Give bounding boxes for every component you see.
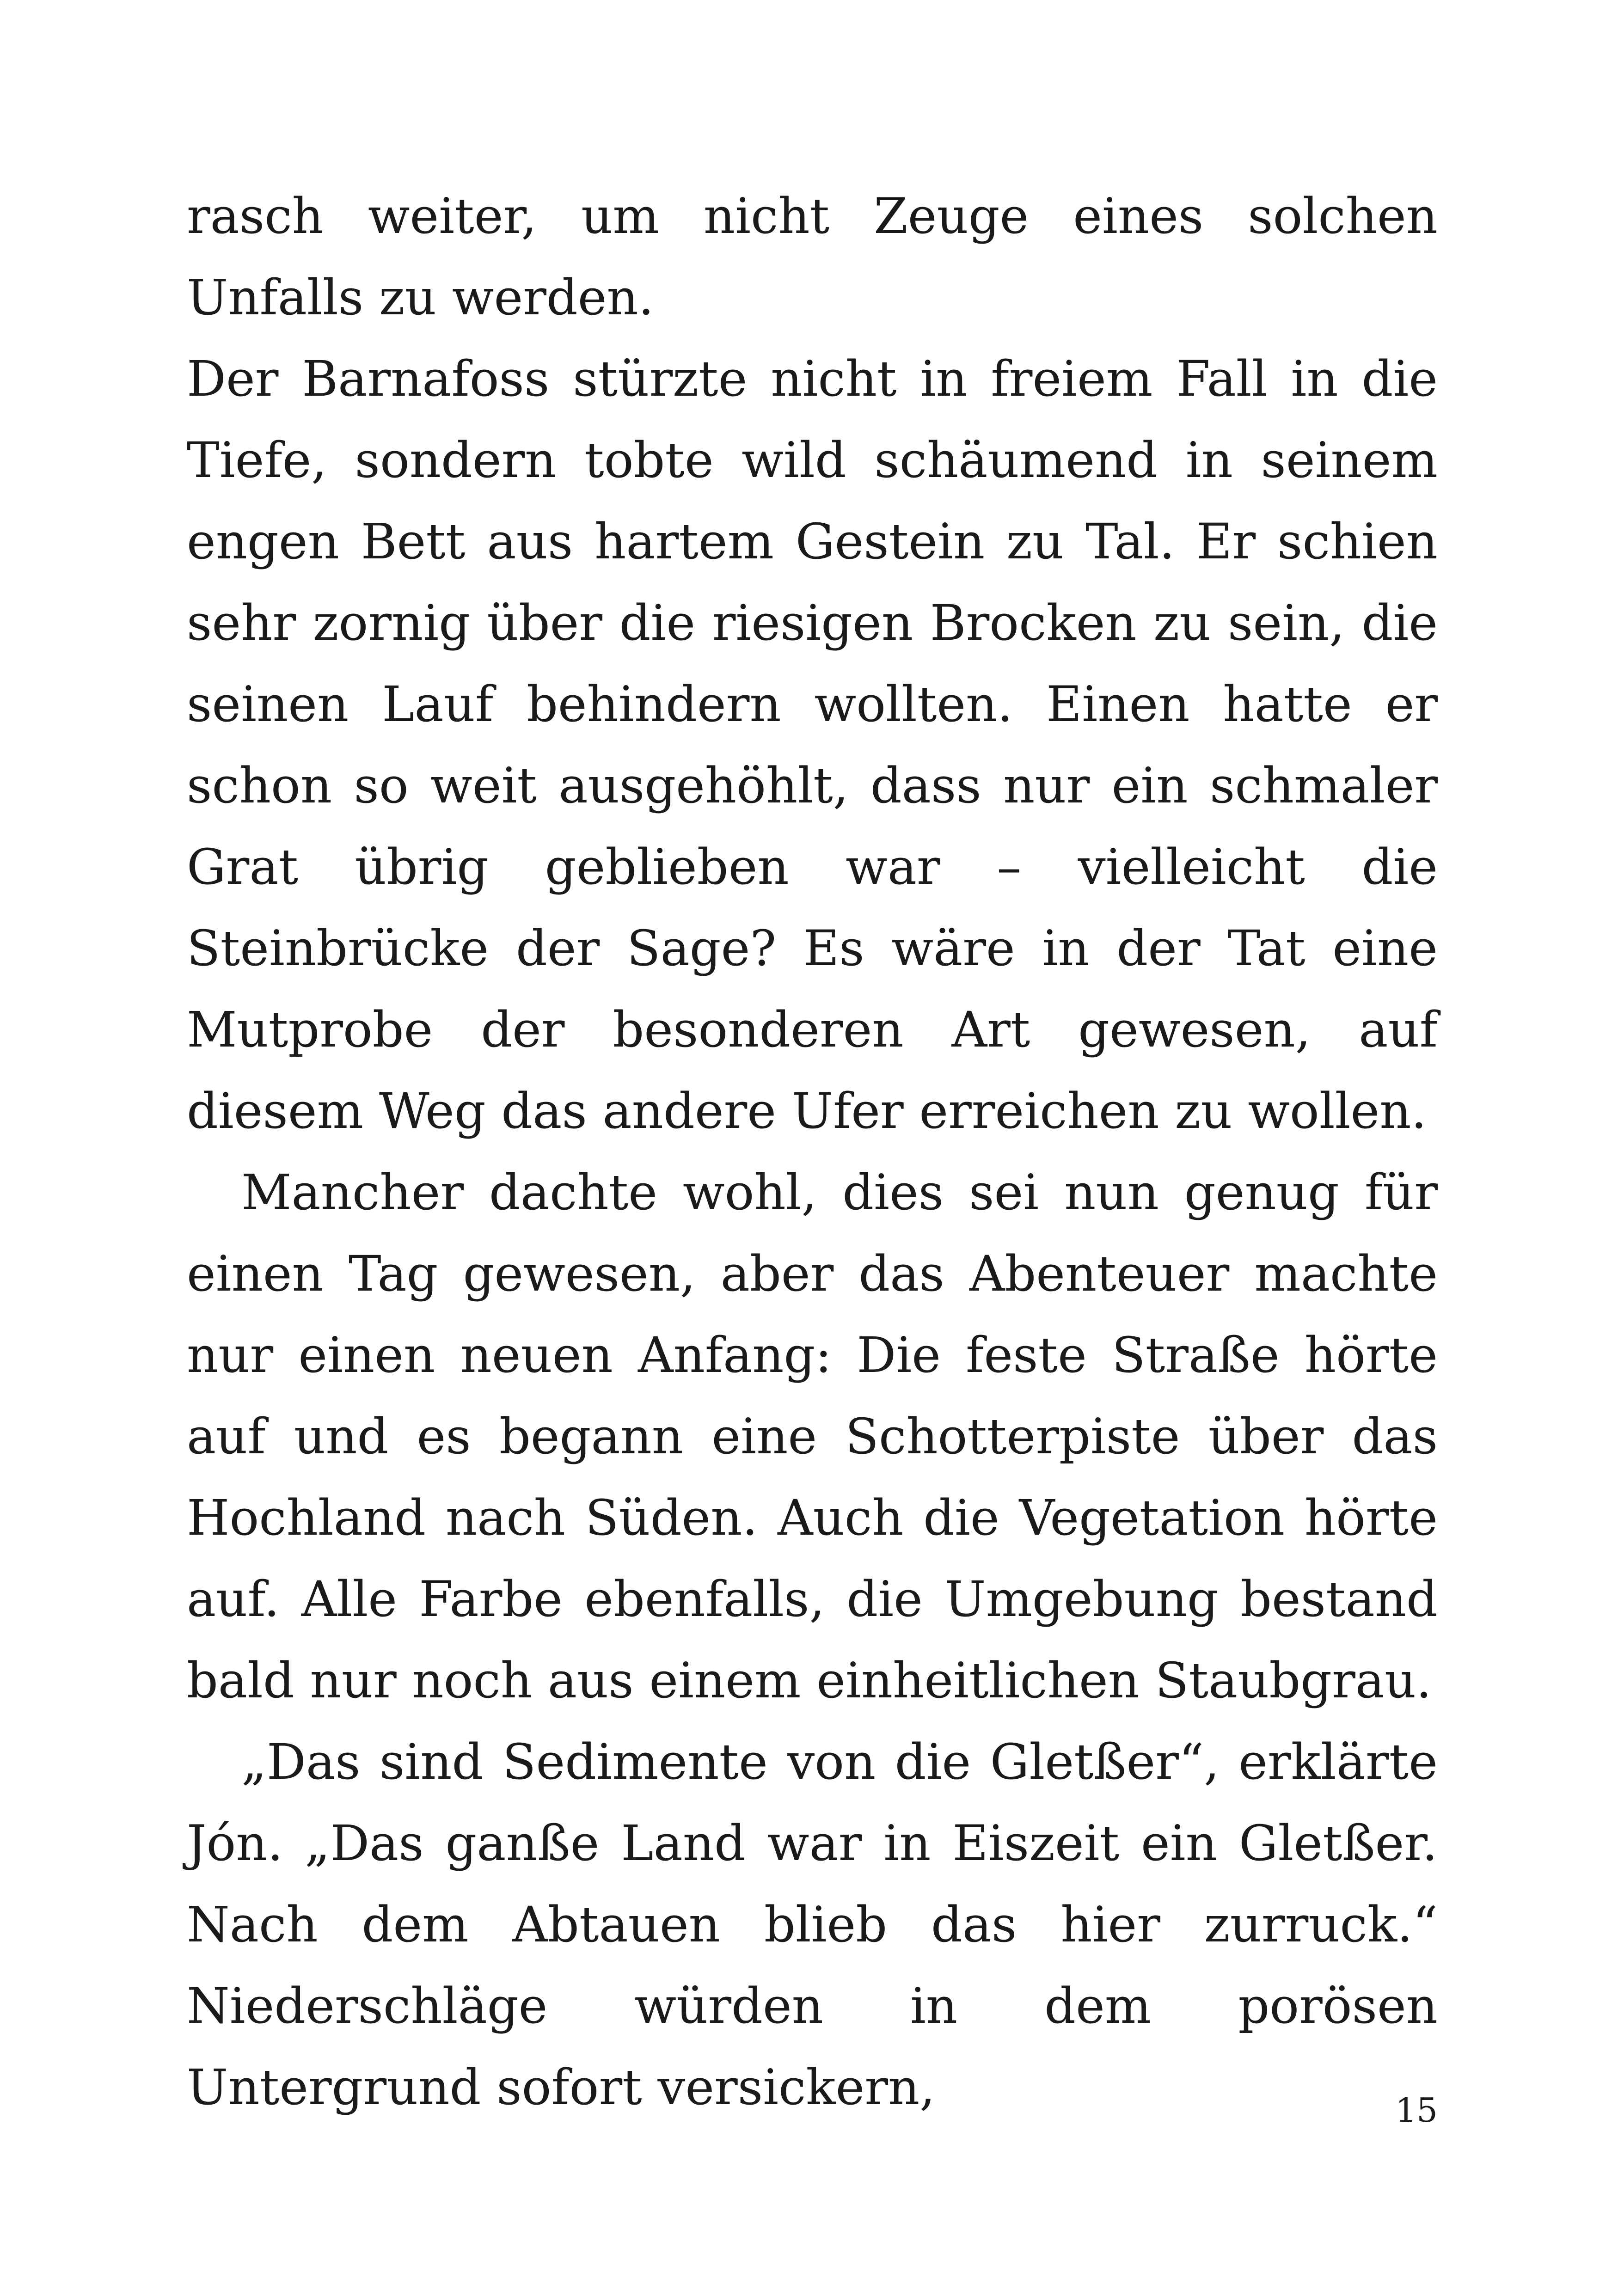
paragraph-2: Der Barnafoss stürzte nicht in freiem Fall in die Tiefe, sondern tobte wild schäumend in seinem engen Bett aus hartem Gestein zu Tal. Er schien sehr zornig über die riesigen Brocken zu sein, die seinen Lauf behindern wollten. Einen hatte er schon so weit ausgehöhlt, dass nur ein schmaler Grat übrig geblieben war – vielleicht die Steinbrücke der Sage? Es wäre in der Tat eine Mutprobe der besonderen Art gewesen, auf diesem Weg das andere Ufer erreichen zu wollen. <box>187 350 1438 1139</box>
paragraph-4: „Das sind Sedimente von die Gletßer“, erklärte Jón. „Das ganße Land war in Eiszeit ein Gletßer. Nach dem Abtauen blieb das hier zurruck.“ Niederschläge würden in dem porösen Untergrund sofort versickern, <box>187 1733 1438 2116</box>
paragraph-1: rasch weiter, um nicht Zeuge eines solchen Unfalls zu werden. <box>187 188 1438 326</box>
paragraph-3: Mancher dachte wohl, dies sei nun genug für einen Tag gewesen, aber das Abenteuer machte nur einen neuen Anfang: Die feste Straße hörte auf und es begann eine Schotterpiste über das Hochland nach Süden. Auch die Vegetation hörte auf. Alle Farbe ebenfalls, die Umgebung bestand bald nur noch aus einem einheitlichen Staubgrau. <box>187 1164 1438 1709</box>
page-number: 15 <box>1395 2091 1438 2130</box>
body-text <box>187 176 1438 2128</box>
